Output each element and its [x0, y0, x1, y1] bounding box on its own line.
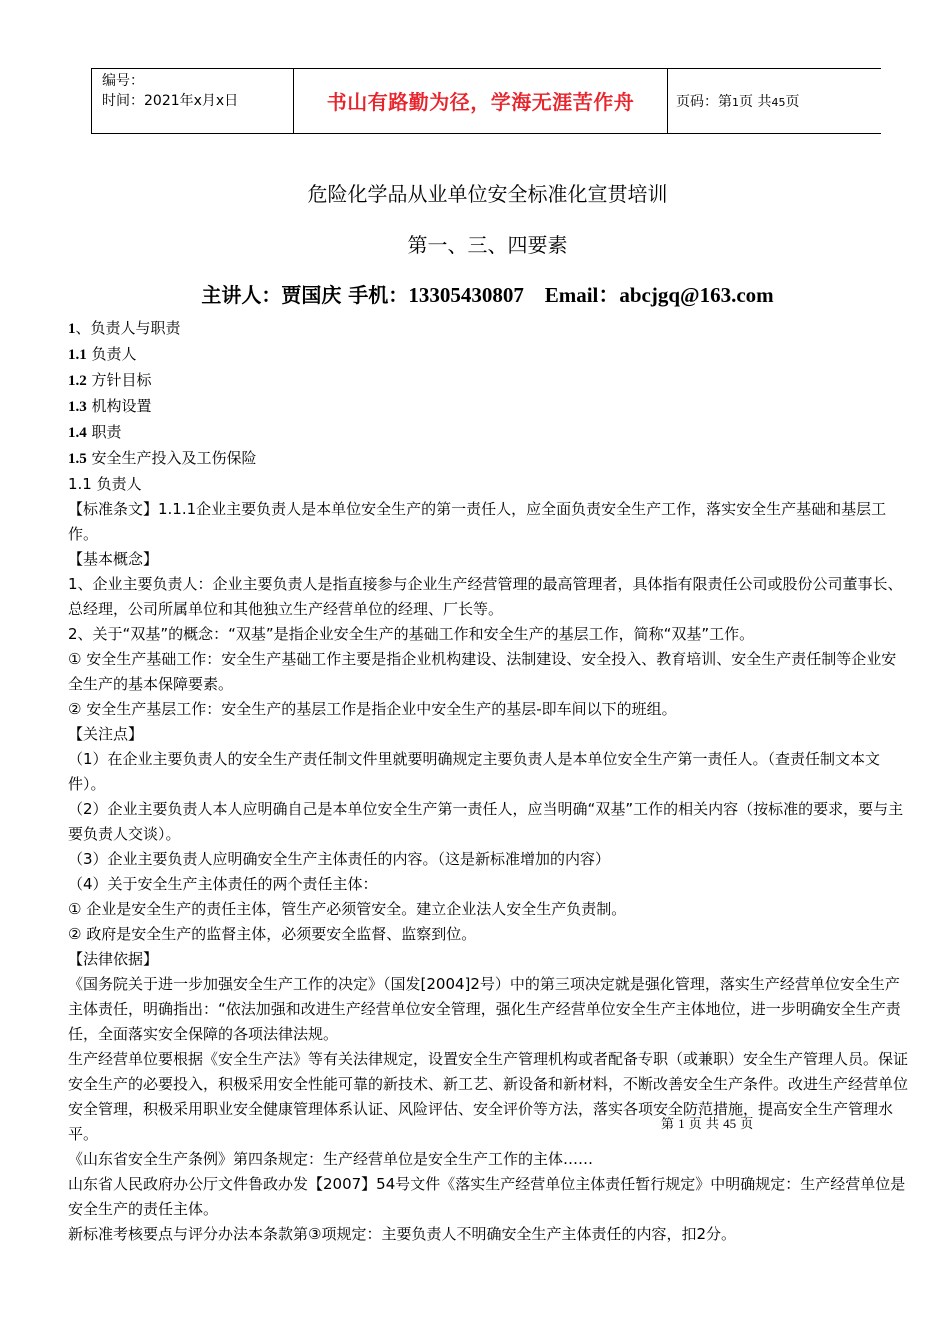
header-page-cell — [668, 69, 881, 133]
page-number: 1 — [732, 96, 739, 109]
paragraph: 2、关于“双基”的概念：“双基”是指企业安全生产的基础工作和安全生产的基层工作，简称“双基”工作。 — [68, 625, 755, 643]
paragraph: ① 安全生产基础工作：安全生产基础工作主要是指企业机构建设、法制建设、安全投入、教育培训、安全生产责任制等企业安全生产的基本保障要素。 — [68, 650, 897, 693]
toc-item: 1、负责人与职责 — [68, 319, 181, 337]
paragraph: 山东省人民政府办公厅文件鲁政办发【2007】54号文件《落实生产经营单位主体责任暂行规定》中明确规定：生产经营单位是安全生产的责任主体。 — [68, 1175, 906, 1218]
toc-item: 1.4 职责 — [68, 423, 122, 441]
paragraph: ② 安全生产基层工作：安全生产的基层工作是指企业中安全生产的基层-即车间以下的班组。 — [68, 700, 677, 718]
speaker-line — [0, 279, 950, 309]
paragraph: （2）企业主要负责人本人应明确自己是本单位安全生产第一责任人，应当明确“双基”工作的相关内容（按标准的要求，要与主要负责人交谈）。 — [68, 800, 904, 843]
time-label: 时间：2021年x月x日 — [102, 93, 239, 109]
code-label: 编号： — [102, 73, 144, 89]
paragraph: （1）在企业主要负责人的安全生产责任制文件里就要明确规定主要负责人是本单位安全生产第一责任人。（查责任制文本文件）。 — [68, 750, 881, 793]
header-table — [91, 68, 881, 134]
document-subtitle: 第一、三、四要素 — [407, 233, 568, 257]
email-address: abcjgq@163.com — [619, 283, 774, 307]
motto: 书山有路勤为径，学海无涯苦作舟 — [326, 89, 635, 114]
email-label: Email： — [544, 283, 620, 307]
paragraph: 《国务院关于进一步加强安全生产工作的决定》（国发[2004]2号）中的第三项决定就是强化管理，落实生产经营单位安全生产主体责任，明确指出：“依法加强和改进生产经营单位安全管理，强化生产经营单位安全生产主体地位，进一步明确安全生产责任，全面落实安全保障的各项法律法规。 — [68, 975, 901, 1043]
document-title: 危险化学品从业单位安全标准化宣贯培训 — [307, 182, 668, 206]
header-info-cell — [92, 69, 294, 133]
paragraph: 【法律依据】 — [68, 950, 159, 968]
section-heading: 1.1 负责人 — [68, 475, 142, 493]
paragraph: 【标准条文】1.1.1企业主要负责人是本单位安全生产的第一责任人，应全面负责安全生产工作，落实安全生产基础和基层工作。 — [68, 500, 887, 543]
paragraph: 生产经营单位要根据《安全生产法》等有关法律规定，设置安全生产管理机构或者配备专职（或兼职）安全生产管理人员。保证安全生产的必要投入，积极采用安全性能可靠的新技术、新工艺、新设备和新材料，不断改善安全生产条件。改进生产经营单位安全管理，积极采用职业安全健康管理体系认证、风险评估、安全评价等方法，落实各项安全防范措施，提高安全生产管理水平。 — [68, 1050, 909, 1143]
page-suffix: 页 — [785, 94, 800, 110]
document-body — [68, 316, 908, 1247]
page-footnote: 第 1 页 共 45 页 — [661, 1116, 754, 1132]
page-total: 45 — [771, 96, 786, 109]
toc-item: 1.3 机构设置 — [68, 397, 152, 415]
paragraph: 【关注点】 — [68, 725, 144, 743]
phone-number: 13305430807 — [408, 283, 524, 307]
paragraph: ① 企业是安全生产的责任主体，管生产必须管安全。建立企业法人安全生产负责制。 — [68, 900, 627, 918]
paragraph: （4）关于安全生产主体责任的两个责任主体： — [68, 875, 378, 893]
page-mid: 页 共 — [739, 94, 772, 110]
header-motto-cell — [294, 69, 668, 133]
paragraph: ② 政府是安全生产的监督主体，必须要安全监督、监察到位。 — [68, 925, 477, 943]
paragraph: 1、企业主要负责人：企业主要负责人是指直接参与企业生产经营管理的最高管理者，具体指有限责任公司或股份公司董事长、总经理，公司所属单位和其他独立生产经营单位的经理、厂长等。 — [68, 575, 903, 618]
toc-item: 1.1 负责人 — [68, 345, 137, 363]
toc-item: 1.2 方针目标 — [68, 371, 152, 389]
toc-item: 1.5 安全生产投入及工伤保险 — [68, 449, 257, 467]
toc — [68, 316, 908, 472]
speaker-prefix: 主讲人：贾国庆 手机： — [201, 283, 409, 307]
paragraph: 【基本概念】 — [68, 550, 159, 568]
paragraph: （3）企业主要负责人应明确安全生产主体责任的内容。（这是新标准增加的内容） — [68, 850, 611, 868]
paragraph: 《山东省安全生产条例》第四条规定：生产经营单位是安全生产工作的主体…… — [68, 1150, 594, 1168]
page-prefix: 页码：第 — [676, 94, 732, 110]
paragraph: 新标准考核要点与评分办法本条款第③项规定：主要负责人不明确安全生产主体责任的内容，扣2分。 — [68, 1225, 736, 1243]
